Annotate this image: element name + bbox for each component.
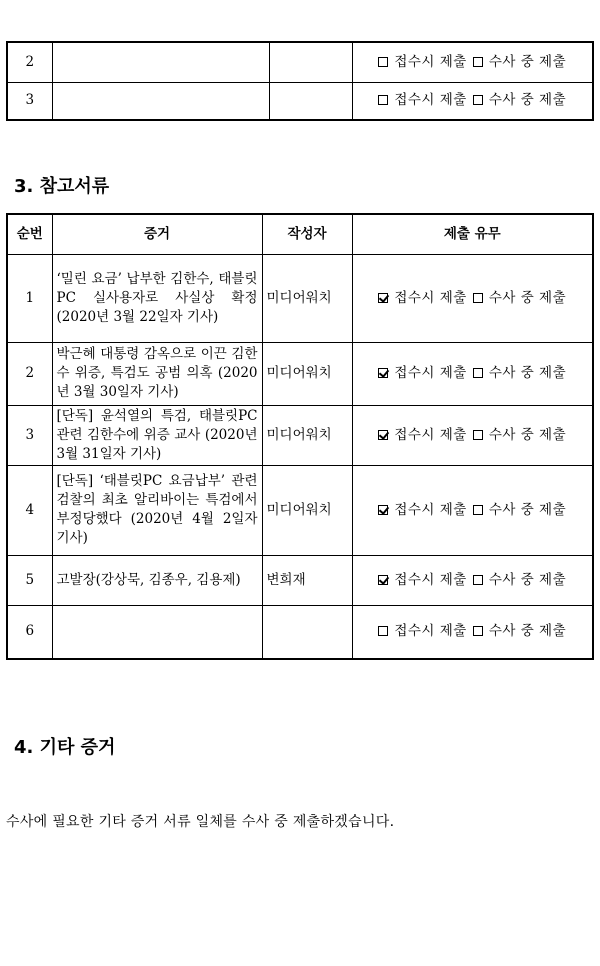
option-investigation-label: 수사 중 제출 (488, 571, 567, 588)
row-number: 3 (7, 82, 52, 120)
checkbox-investigation[interactable] (473, 626, 483, 636)
checkbox-investigation[interactable] (473, 430, 483, 440)
checkbox-received[interactable] (378, 293, 388, 303)
row-author (269, 82, 352, 120)
option-investigation-label: 수사 중 제출 (488, 365, 567, 381)
row-author: 미디어워치 (262, 342, 352, 405)
header-author: 작성자 (262, 214, 352, 254)
row-number: 4 (7, 465, 52, 555)
table-row (7, 42, 593, 82)
option-received-label: 접수시 제출 (394, 571, 467, 588)
option-received-label: 접수시 제출 (394, 92, 467, 109)
option-received-label: 접수시 제출 (394, 426, 467, 443)
ref-submit-cell (352, 605, 593, 659)
ref-submit-cell (352, 405, 593, 465)
row-author: 변희재 (262, 555, 352, 605)
row-number: 3 (7, 405, 52, 465)
checkbox-received[interactable] (378, 626, 388, 636)
row-evidence: [단독] 윤석열의 특검, 태블릿PC 관련 김한수에 위증 교사 (2020년 3월 31일자 기사) (52, 405, 262, 465)
table-row (7, 605, 593, 659)
checkbox-received[interactable] (378, 575, 388, 585)
ref-submit-cell (352, 555, 593, 605)
option-received-label: 접수시 제출 (394, 365, 467, 381)
checkbox-investigation[interactable] (473, 293, 483, 303)
row-author: 미디어워치 (262, 405, 352, 465)
section-3-title: 3. 참고서류 (14, 176, 110, 197)
table-row (7, 405, 593, 465)
prior-evidence-table (6, 41, 594, 121)
checkbox-investigation[interactable] (473, 95, 483, 105)
option-investigation-label: 수사 중 제출 (488, 289, 567, 306)
row-number: 2 (7, 342, 52, 405)
option-investigation-label: 수사 중 제출 (488, 501, 567, 518)
option-investigation-label: 수사 중 제출 (488, 92, 567, 109)
other-evidence-text: 수사에 필요한 기타 증거 서류 일체를 수사 중 제출하겠습니다. (6, 814, 395, 830)
row-author (262, 605, 352, 659)
row-evidence: ‘밀린 요금’ 납부한 김한수, 태블릿PC 실사용자로 사실상 확정 (2020년 3월 22일자 기사) (52, 254, 262, 342)
row-evidence: 박근혜 대통령 감옥으로 이끈 김한수 위증, 특검도 공범 의혹 (2020년 3월 30일자 기사) (52, 342, 262, 405)
table-row (7, 342, 593, 405)
row-evidence: 고발장(강상묵, 김종우, 김용제) (52, 555, 262, 605)
section-4-title: 4. 기타 증거 (14, 737, 116, 758)
row-author (269, 42, 352, 82)
ref-submit-cell (352, 254, 593, 342)
row-number: 6 (7, 605, 52, 659)
row-number: 5 (7, 555, 52, 605)
ref-submit-cell (352, 342, 593, 405)
checkbox-investigation[interactable] (473, 368, 483, 378)
row-evidence (52, 605, 262, 659)
checkbox-received[interactable] (378, 57, 388, 67)
row-evidence: [단독] ‘태블릿PC 요금납부’ 관련 검찰의 최초 알리바이는 특검에서 부정당했다 (2020년 4월 2일자 기사) (52, 465, 262, 555)
row-evidence (52, 82, 269, 120)
option-received-label: 접수시 제출 (394, 289, 467, 306)
checkbox-received[interactable] (378, 505, 388, 515)
row-number: 1 (7, 254, 52, 342)
table-row (7, 82, 593, 120)
option-investigation-label: 수사 중 제출 (488, 426, 567, 443)
row-number: 2 (7, 42, 52, 82)
header-submit: 제출 유무 (352, 214, 593, 254)
option-received-label: 접수시 제출 (394, 501, 467, 518)
checkbox-received[interactable] (378, 368, 388, 378)
header-no: 순번 (7, 214, 52, 254)
ref-submit-cell (352, 465, 593, 555)
checkbox-investigation[interactable] (473, 57, 483, 67)
checkbox-received[interactable] (378, 95, 388, 105)
checkbox-investigation[interactable] (473, 505, 483, 515)
table-row (7, 555, 593, 605)
row-evidence (52, 42, 269, 82)
table-header-row (7, 214, 593, 254)
checkbox-received[interactable] (378, 430, 388, 440)
row-author: 미디어워치 (262, 254, 352, 342)
reference-documents-table (6, 213, 594, 660)
option-received-label: 접수시 제출 (394, 53, 467, 70)
table-row (7, 254, 593, 342)
table-row (7, 465, 593, 555)
header-evidence: 증거 (52, 214, 262, 254)
top-submit-cell (352, 42, 593, 82)
option-investigation-label: 수사 중 제출 (488, 623, 567, 640)
option-investigation-label: 수사 중 제출 (488, 53, 567, 70)
row-author: 미디어워치 (262, 465, 352, 555)
option-received-label: 접수시 제출 (394, 623, 467, 640)
top-submit-cell (352, 82, 593, 120)
checkbox-investigation[interactable] (473, 575, 483, 585)
